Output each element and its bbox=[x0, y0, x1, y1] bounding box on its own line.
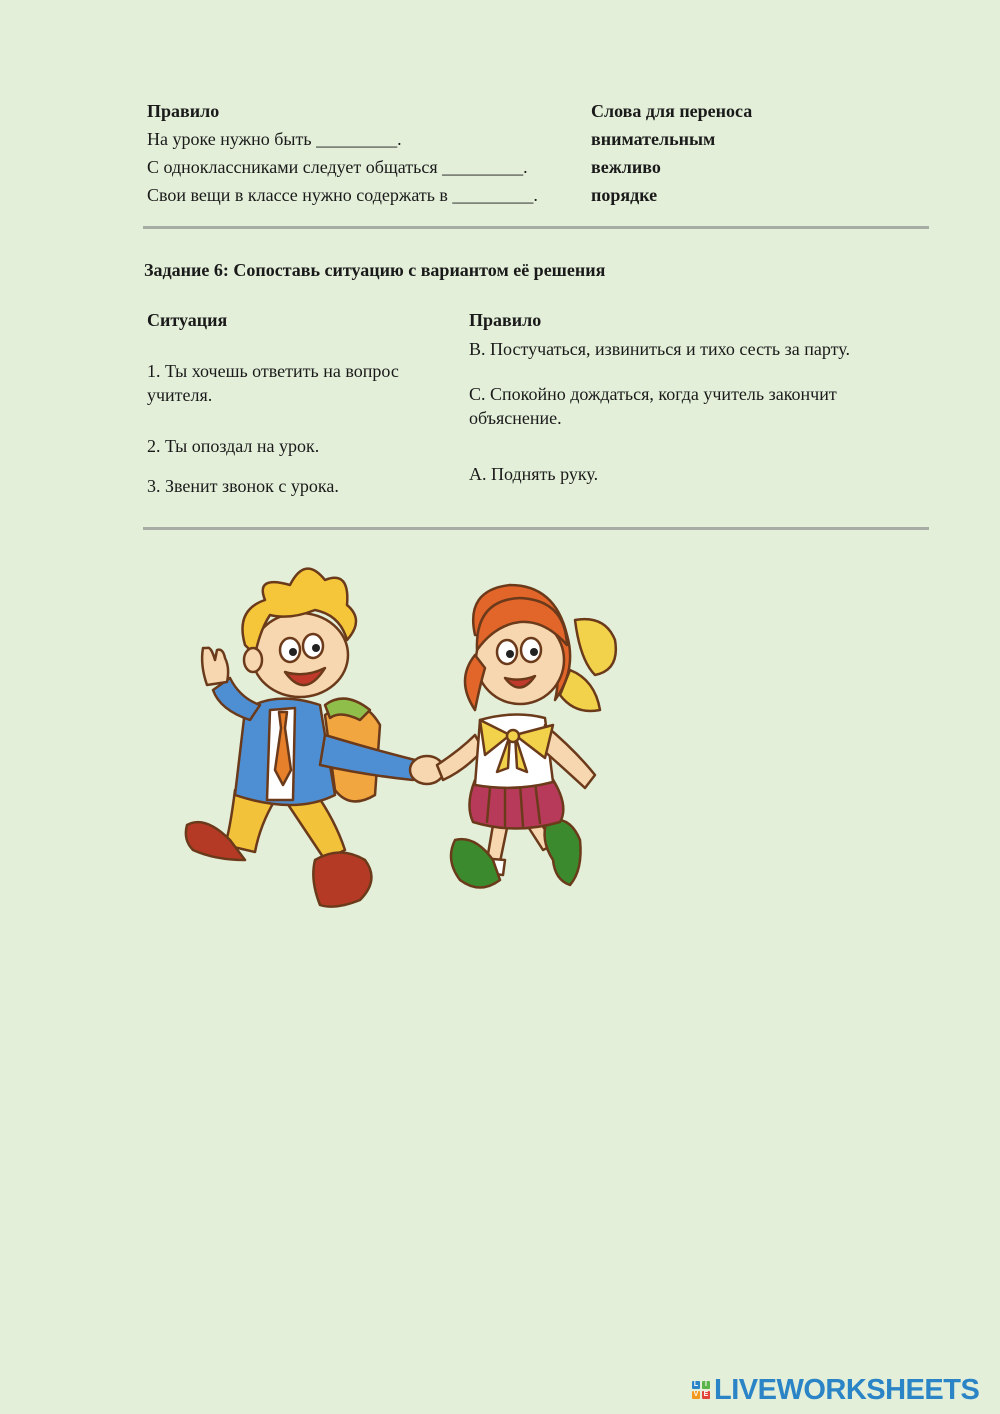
situation-3: 3. Звенит звонок с урока. bbox=[147, 476, 339, 496]
task6-title: Задание 6: Сопоставь ситуацию с вариантом её решения bbox=[144, 260, 606, 280]
logo-mark-letter: V bbox=[693, 1391, 699, 1398]
logo-mark-letter: I bbox=[702, 1381, 710, 1389]
rule-row-3: Свои вещи в классе нужно содержать в _________. bbox=[147, 185, 538, 205]
rule-row-2: С одноклассниками следует общаться _________. bbox=[147, 157, 528, 177]
words-column-header: Слова для переноса bbox=[591, 101, 753, 121]
situation-2: 2. Ты опоздал на урок. bbox=[147, 436, 320, 456]
logo-text: LIVEWORKSHEETS bbox=[714, 1373, 980, 1406]
rule-option-c[interactable]: С. Спокойно дождаться, когда учитель закончит объяснение. bbox=[469, 384, 837, 428]
logo-mark-letter: E bbox=[703, 1391, 709, 1398]
divider-line bbox=[143, 527, 929, 530]
word-row-3[interactable]: порядке bbox=[591, 185, 658, 205]
rule-option-a[interactable]: А. Поднять руку. bbox=[469, 464, 599, 484]
logo-mark-icon bbox=[692, 1381, 710, 1399]
logo-mark-letter: L bbox=[693, 1381, 699, 1388]
children-illustration bbox=[175, 560, 645, 940]
rule-column-header: Правило bbox=[147, 101, 220, 121]
rule-column-header-task6: Правило bbox=[469, 310, 542, 330]
divider-line bbox=[143, 226, 929, 229]
rule-option-b[interactable]: В. Постучаться, извиниться и тихо сесть за парту. bbox=[469, 339, 850, 359]
liveworksheets-logo[interactable] bbox=[692, 1374, 979, 1406]
situation-1: 1. Ты хочешь ответить на вопрос учителя. bbox=[147, 361, 399, 405]
situation-column-header: Ситуация bbox=[147, 310, 228, 330]
word-row-2[interactable]: вежливо bbox=[591, 157, 661, 177]
rule-row-1: На уроке нужно быть _________. bbox=[147, 129, 402, 149]
word-row-1[interactable]: внимательным bbox=[591, 129, 716, 149]
